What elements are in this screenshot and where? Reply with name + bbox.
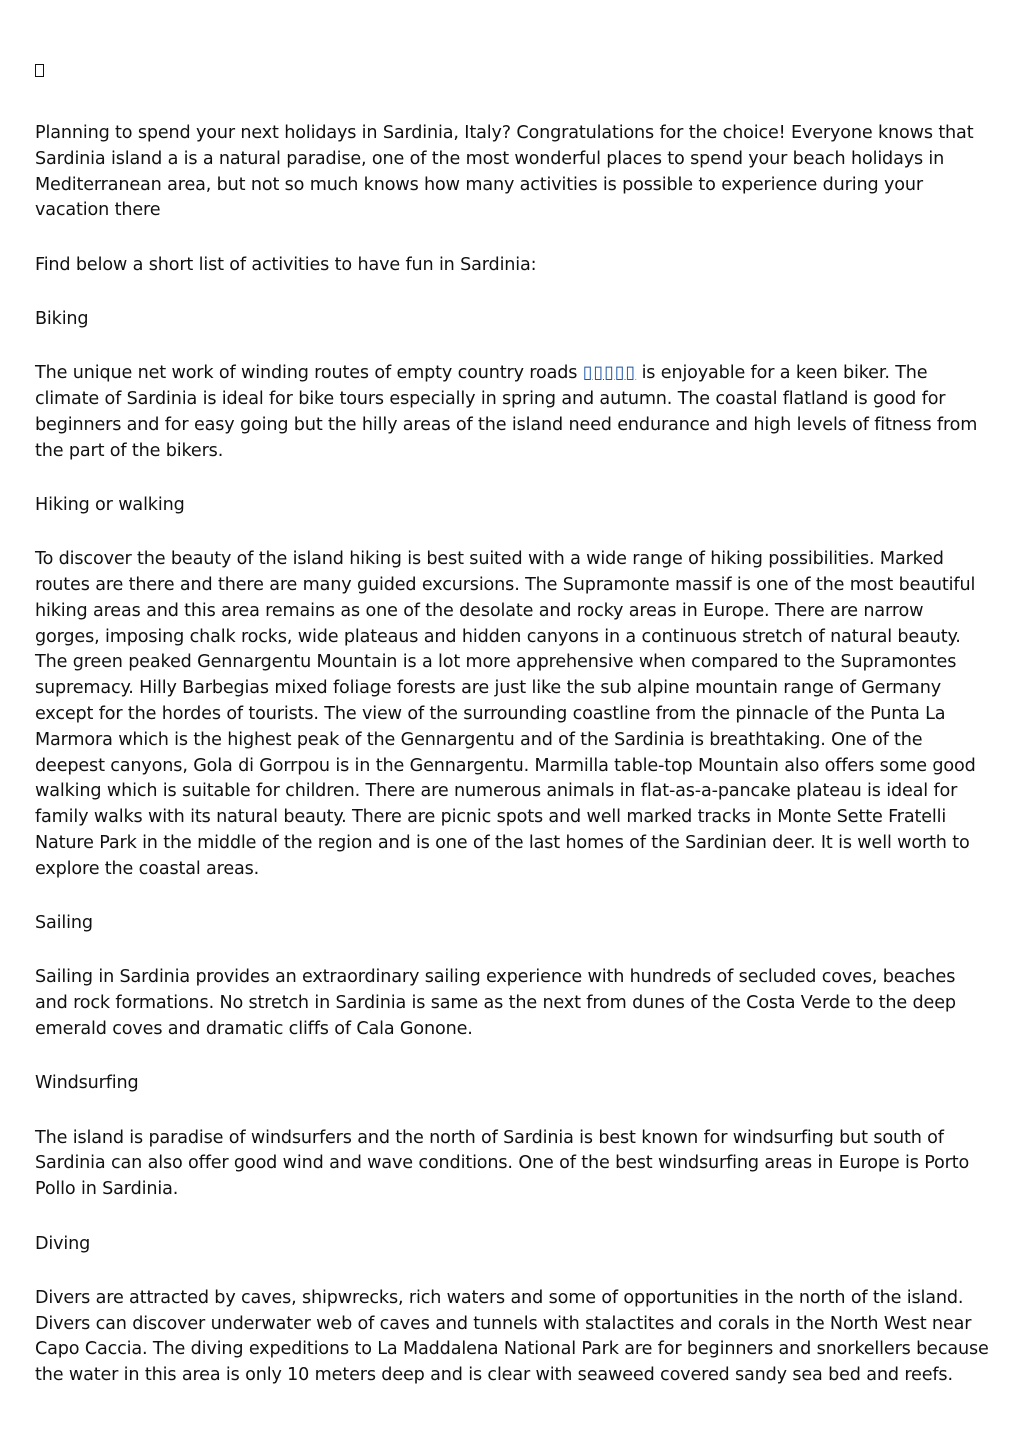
- list-intro-paragraph: Find below a short list of activities to have fun in Sardinia:: [35, 254, 537, 275]
- biking-text-before-link: The unique net work of winding routes of empty country roads: [35, 363, 583, 384]
- missing-glyph-icon: [35, 64, 990, 121]
- placeholder-glyph-box: [35, 64, 44, 77]
- document-body: [35, 64, 990, 1417]
- windsurfing-heading: Windsurfing: [35, 1073, 139, 1094]
- sailing-heading: Sailing: [35, 913, 93, 934]
- biking-text-after-link: is enjoyable for a keen biker. The climate of Sardinia is ideal for bike tours especially in spring and autumn. The coastal flatland is good for beginners and for easy going but the hilly areas of the island need endurance and high levels of fitness from the part of the bikers.: [35, 363, 978, 461]
- hiking-heading: Hiking or walking: [35, 494, 185, 515]
- hiking-paragraph: To discover the beauty of the island hiking is best suited with a wide range of hiking possibilities. Marked routes are there and there are many guided excursions. The Supramonte massif is one of the most beautiful hiking areas and this area remains as one of the desolate and rocky areas in Europe. There are narrow gorges, imposing chalk rocks, wide plateaus and hidden canyons in a continuous stretch of natural beauty. The green peaked Gennargentu Mountain is a lot more apprehensive when compared to the Supramontes supremacy. Hilly Barbegias mixed foliage forests are just like the sub alpine mountain range of Germany except for the hordes of tourists. The view of the surrounding coastline from the pinnacle of the Punta La Marmora which is the highest peak of the Gennargentu and of the Sardinia is breathtaking. One of the deepest canyons, Gola di Gorrpou is in the Gennargentu. Marmilla table-top Mountain also offers some good walking which is suitable for children. There are numerous animals in flat-as-a-pancake plateau is ideal for family walks with its natural beauty. There are picnic spots and well marked tracks in Monte Sette Fratelli Nature Park in the middle of the region and is one of the last homes of the Sardinian deer. It is well worth to explore the coastal areas.: [35, 549, 976, 879]
- biking-inline-link[interactable]: ▯▯▯▯▯: [582, 363, 637, 384]
- diving-heading: Diving: [35, 1233, 91, 1254]
- intro-paragraph: Planning to spend your next holidays in Sardinia, Italy? Congratulations for the choice! Everyone knows that Sardinia island a is a natural paradise, one of the most wonderful places to spend your beach holidays in Mediterranean area, but not so much knows how many activities is possible to experience during your vacation there: [35, 123, 974, 221]
- windsurfing-paragraph: The island is paradise of windsurfers and the north of Sardinia is best known for windsurfing but south of Sardinia can also offer good wind and wave conditions. One of the best windsurfing areas in Europe is Porto Pollo in Sardinia.: [35, 1127, 970, 1200]
- biking-paragraph: [35, 361, 990, 464]
- sailing-paragraph: Sailing in Sardinia provides an extraordinary sailing experience with hundreds of secluded coves, beaches and rock formations. No stretch in Sardinia is same as the next from dunes of the Costa Verde to the deep emerald coves and dramatic cliffs of Cala Gonone.: [35, 967, 956, 1040]
- diving-paragraph: Divers are attracted by caves, shipwrecks, rich waters and some of opportunities in the north of the island. Divers can discover underwater web of caves and tunnels with stalactites and corals in the North West near Capo Caccia. The diving expeditions to La Maddalena National Park are for beginners and snorkellers because the water in this area is only 10 meters deep and is clear with seaweed covered sandy sea bed and reefs.: [35, 1287, 989, 1386]
- biking-heading: Biking: [35, 308, 89, 329]
